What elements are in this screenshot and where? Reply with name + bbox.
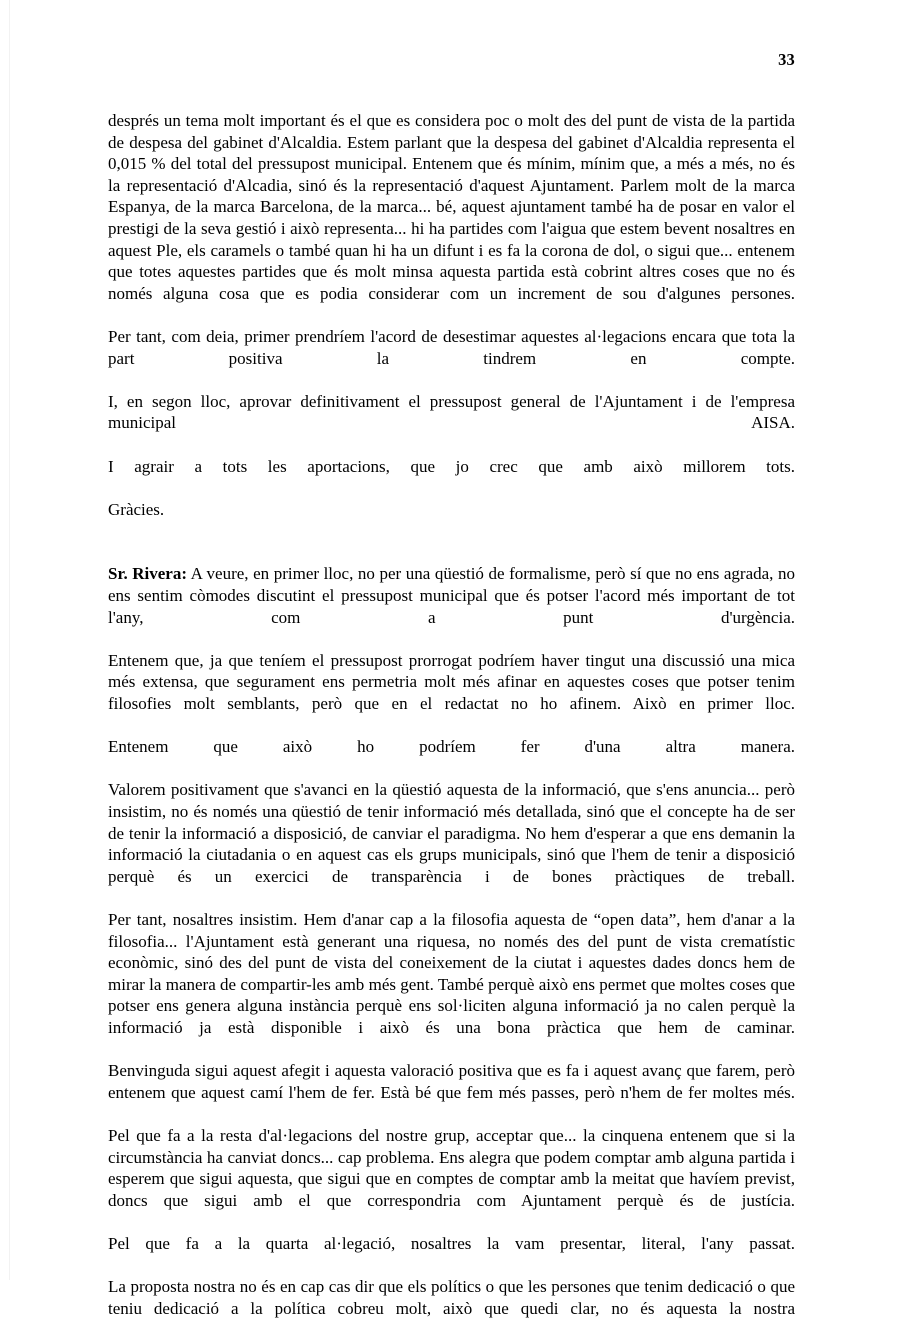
paragraph-text: Per tant, com deia, primer prendríem l'acord de desestimar aquestes al·legacions encara que tota la part positiva la tindrem en compte. — [108, 326, 795, 368]
paragraph — [108, 1233, 795, 1276]
paragraph — [108, 391, 795, 456]
paragraph-text: Benvinguda sigui aquest afegit i aquesta valoració positiva que es fa i aquest avanç que farem, però entenem que aquest camí l'hem de fer. Està bé que fem més passes, però n'hem de fer moltes més. — [108, 1061, 795, 1102]
paragraph — [108, 1276, 795, 1341]
paragraph-text: I agrair a tots les aportacions, que jo crec que amb això millorem tots. — [108, 456, 795, 476]
paragraph — [108, 779, 795, 909]
paragraph — [108, 1060, 795, 1125]
paragraph-text: A veure, en primer lloc, no per una qüestió de formalisme, però sí que no ens agrada, no ens sentim còmodes discutint el pressupost municipal que és potser l'acord més important de tot l'any, com a punt d'urgència. — [108, 564, 795, 627]
paragraph — [108, 736, 795, 779]
paragraph — [108, 326, 795, 391]
paragraph-text: I, en segon lloc, aprovar definitivament el pressupost general de l'Ajuntament i de l'empresa municipal AISA. — [108, 391, 795, 433]
paragraph-text: Entenem que això ho podríem fer d'una altra manera. — [108, 737, 795, 757]
speaker-name: Sr. Rivera: — [108, 564, 188, 584]
paragraph — [108, 563, 795, 649]
paragraph-text: Entenem que, ja que teníem el pressupost prorrogat podríem haver tingut una discussió una mica més extensa, que segurament ens permetria molt més afinar en aquestes coses que potser tenim filosofies molt semblants, però que en el redactat no ho afinem. Això en primer lloc. — [108, 650, 795, 714]
paragraph — [108, 909, 795, 1060]
paragraph — [108, 499, 795, 542]
page-number: 33 — [778, 50, 795, 69]
page-edge-rule — [9, 0, 10, 1280]
paragraph-text: Per tant, nosaltres insistim. Hem d'anar cap a la filosofia aquesta de “open data”, hem d'anar a la filosofia... l'Ajuntament està generant una riquesa, no només des del punt de vista crematístic econòmic, sinó des del punt de vista del coneixement de la ciutat i aquestes dades doncs hem de mirar la manera de compartir-les amb més gent. També perquè això ens permet que moltes coses que potser ens genera alguna instància perquè ens sol·liciten alguna informació ja no calen perquè la informació ja està disponible i això és una bona pràctica que hem de caminar. — [108, 909, 795, 1037]
paragraph-text: després un tema molt important és el que es considera poc o molt des del punt de vista de la partida de despesa del gabinet d'Alcaldia. Estem parlant que la despesa del gabinet d'Alcaldia representa el 0,015 % del total del pressupost municipal. Entenem que és mínim, mínim que, a més a més, no és la representació d'Alcadia, sinó és la representació d'aquest Ajuntament. Parlem molt de la marca Espanya, de la marca Barcelona, de la marca... bé, aquest ajuntament també ha de posar en valor el prestigi de la seva gestió i això representa... hi ha partides com l'aigua que estem bevent nosaltres en aquest Ple, els caramels o també quan hi ha un difunt i es fa la corona de dol, o sigui que... entenem que totes aquestes partides que és molt minsa aquesta partida està cobrint altres coses que no és només alguna cosa que es podia considerar com un increment de sou d'algunes persones. — [108, 111, 795, 303]
paragraph-text: La proposta nostra no és en cap cas dir que els polítics o que les persones que tenim dedicació o que teniu dedicació a la política cobreu molt, això que quedi clar, no és aquesta la nostra — [108, 1277, 795, 1318]
paragraph-text: Gràcies. — [108, 499, 165, 519]
paragraph — [108, 1125, 795, 1233]
paragraph — [108, 650, 795, 736]
paragraph — [108, 456, 795, 499]
paragraph — [108, 110, 795, 326]
paragraph-text: Pel que fa a la resta d'al·legacions del nostre grup, acceptar que... la cinquena entenem que si la circumstància ha canviat doncs... cap problema. Ens alegra que podem comptar amb alguna partida i esperem que sigui aquesta, que sigui que en comptes de comptar amb la meitat que havíem previst, doncs que sigui amb el que correspondria com Ajuntament perquè és de justícia. — [108, 1125, 795, 1210]
paragraph-text: Valorem positivament que s'avanci en la qüestió aquesta de la informació, que s'ens anuncia... però insistim, no és només una qüestió de tenir informació més detallada, sinó que el concepte ha de ser de tenir la informació a disposició, de canviar el paradigma. No hem d'esperar a que ens demanin la informació la ciutadania o en aquest cas els grups municipals, sinó que l'hem de tenir a disposició perquè és un exercici de transparència i de bones pràctiques de treball. — [108, 780, 795, 886]
paragraph-text: Pel que fa a la quarta al·legació, nosaltres la vam presentar, literal, l'any passat. — [108, 1233, 795, 1253]
page-body-text — [108, 110, 795, 1341]
